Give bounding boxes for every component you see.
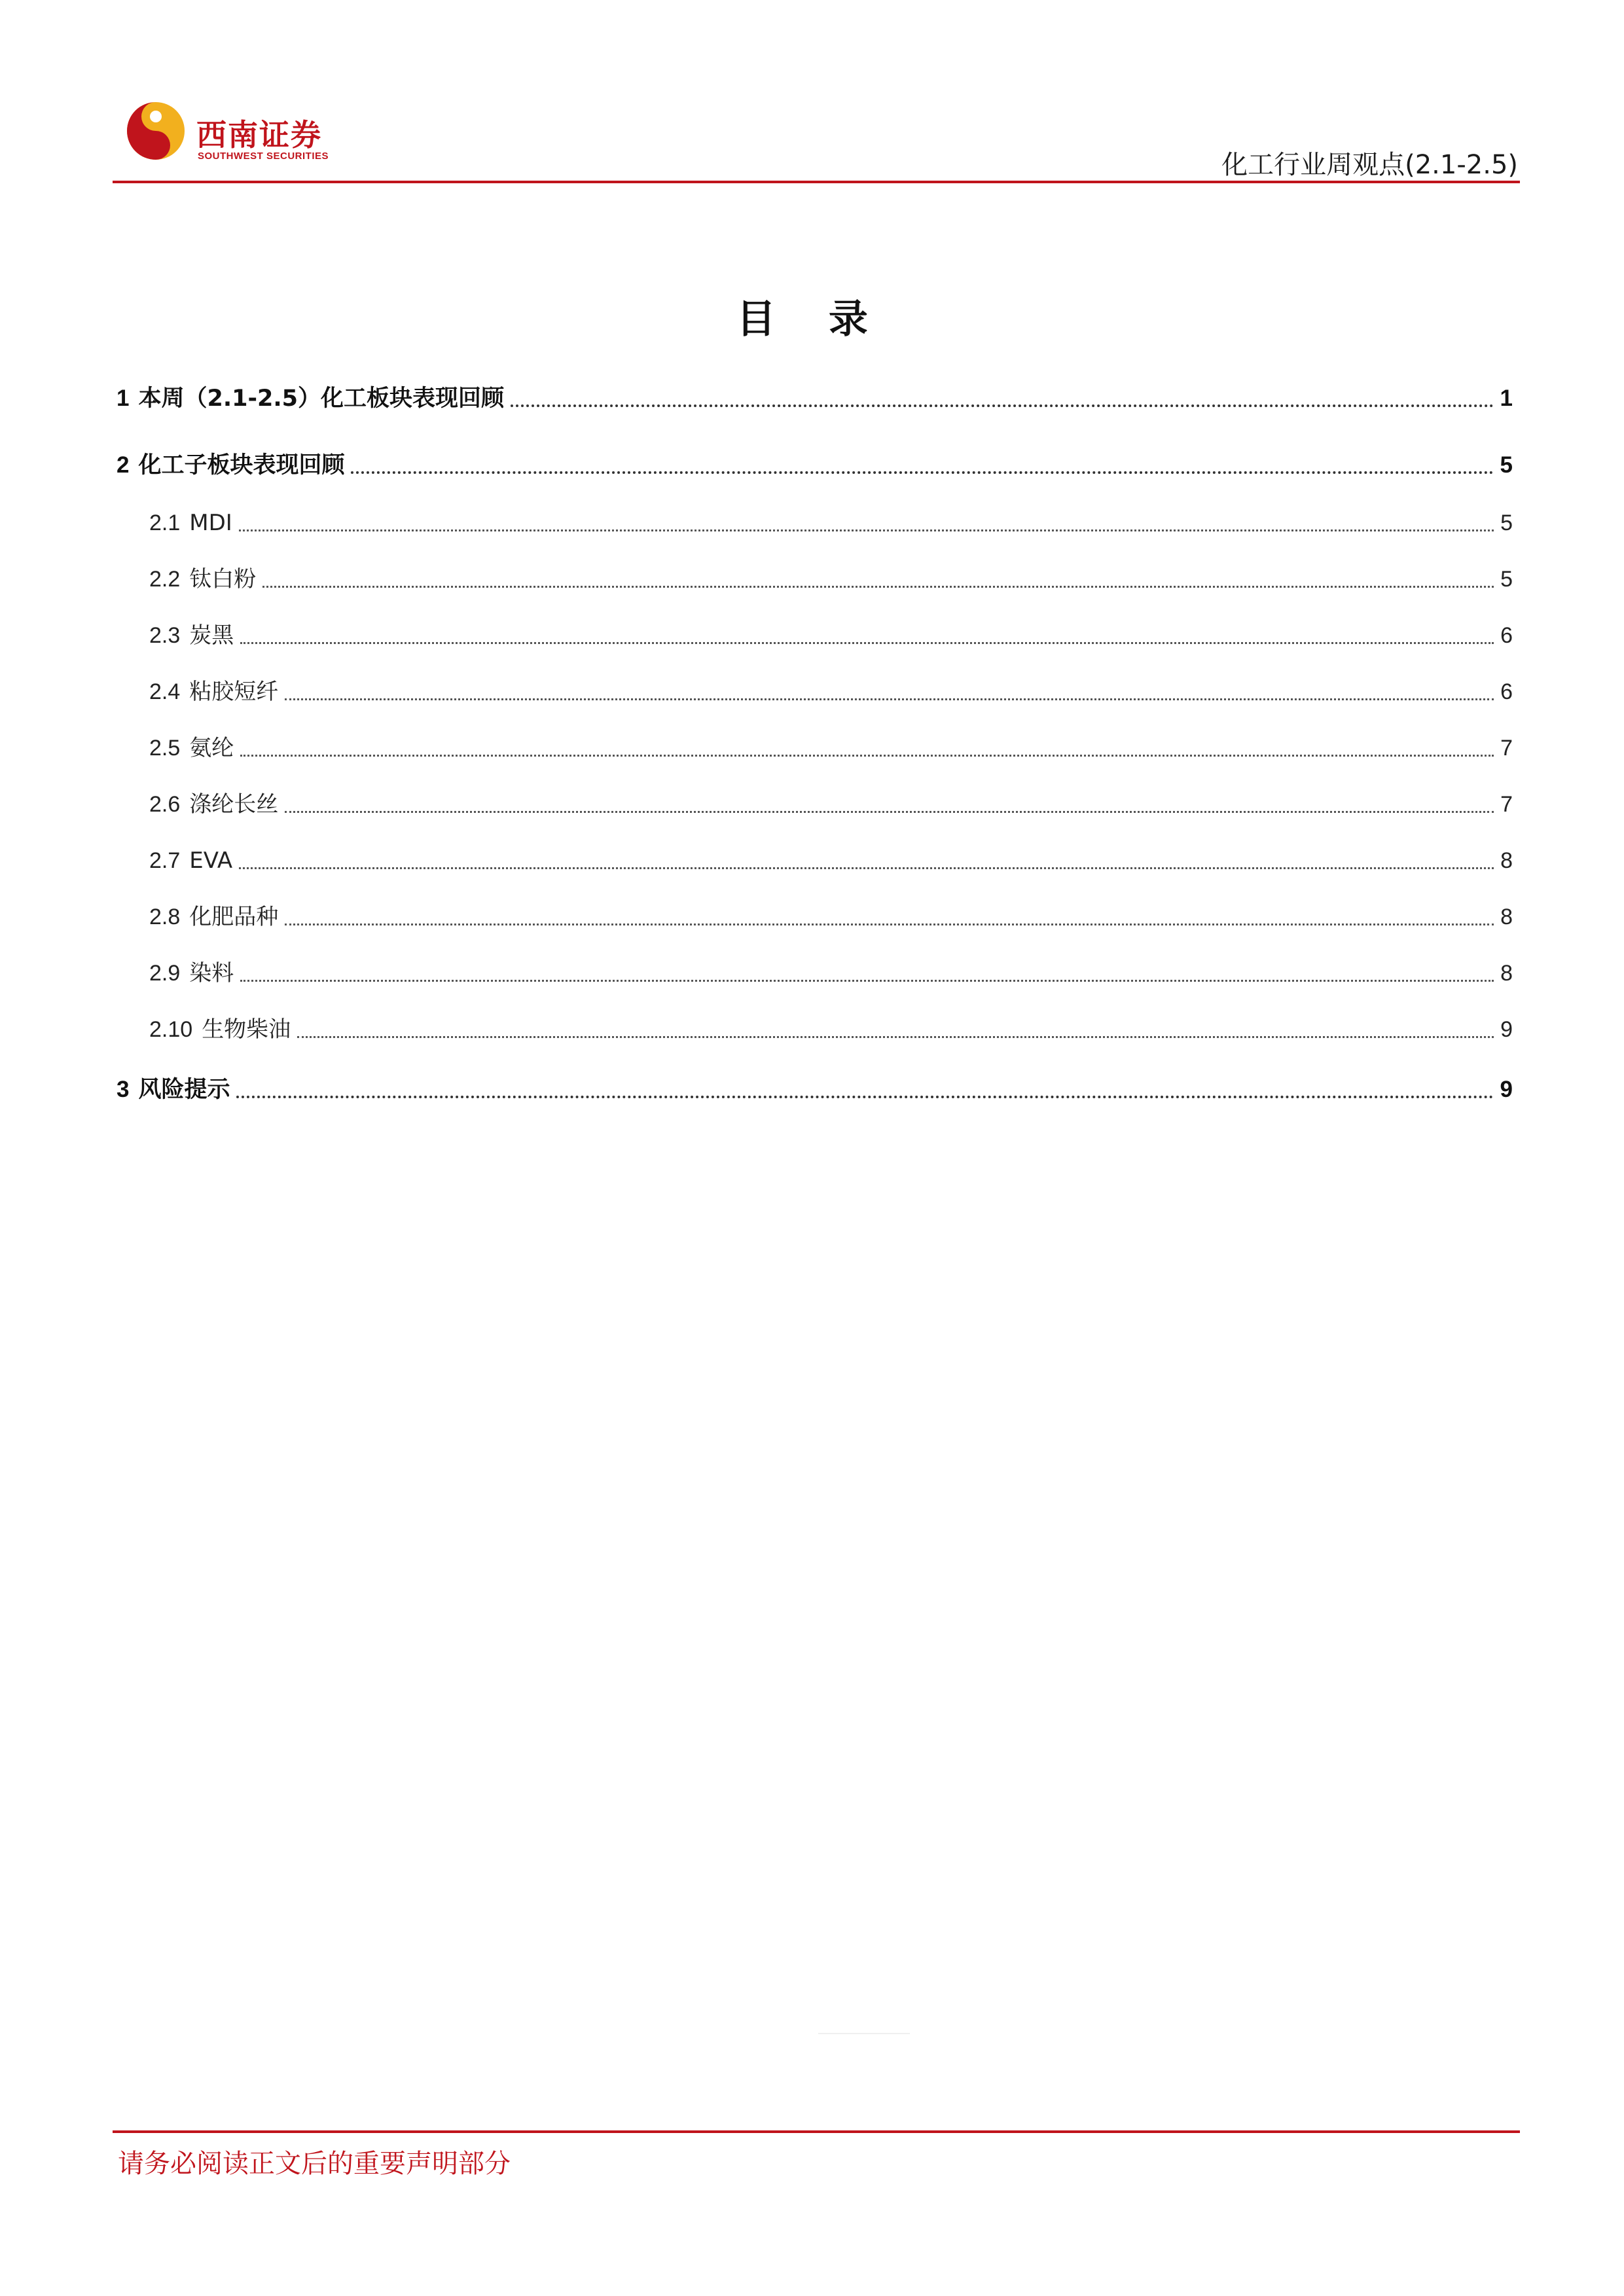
toc-entry-page: 7 [1500, 736, 1513, 761]
toc-entry-label: 生物柴油 [202, 1016, 291, 1043]
toc-entry[interactable] [117, 788, 1513, 821]
toc-entry-page: 5 [1500, 452, 1513, 478]
toc-entry[interactable] [117, 563, 1513, 596]
toc-entry-page: 6 [1500, 679, 1513, 704]
toc-entry-label: 本周（2.1-2.5）化工板块表现回顾 [138, 386, 505, 412]
toc-entry-page: 6 [1500, 623, 1513, 648]
toc-entry-page: 8 [1500, 961, 1513, 986]
toc-dot-leader [240, 755, 1494, 757]
toc-entry-label: 炭黑 [189, 622, 234, 649]
toc-entry-label: 涤纶长丝 [189, 791, 279, 817]
toc-dot-leader [285, 698, 1494, 700]
toc-entry-number: 2.6 [149, 792, 181, 817]
logo-chinese-name: 西南证券 [196, 117, 322, 152]
toc-entry[interactable] [117, 675, 1513, 708]
southwest-securities-logo-icon [123, 98, 189, 164]
toc-entry-label: 化工子板块表现回顾 [138, 452, 345, 478]
toc-entry-page: 9 [1500, 1077, 1513, 1102]
toc-entry-page: 5 [1500, 567, 1513, 592]
toc-entry-page: 8 [1500, 905, 1513, 929]
toc-entry-label: MDI [189, 510, 232, 536]
toc-entry-label: 化肥品种 [189, 904, 279, 930]
toc-dot-leader [240, 980, 1494, 982]
report-title: 化工行业周观点(2.1-2.5) [1221, 150, 1518, 180]
toc-entry-number: 2.8 [149, 905, 181, 929]
faint-page-mark [818, 2033, 910, 2034]
toc-entry[interactable] [117, 844, 1513, 877]
footer-divider [113, 2130, 1520, 2133]
toc-entry-page: 8 [1500, 848, 1513, 873]
toc-entry-label: EVA [189, 848, 233, 874]
toc-entry[interactable] [117, 901, 1513, 933]
toc-entry-number: 2.1 [149, 511, 181, 535]
toc-dot-leader [236, 1096, 1493, 1098]
toc-dot-leader [511, 404, 1494, 407]
toc-entry-page: 5 [1500, 511, 1513, 535]
toc-entry-number: 2.5 [149, 736, 181, 761]
toc-entry-label: 氨纶 [189, 735, 234, 761]
toc-entry-page: 1 [1500, 386, 1513, 411]
footer-disclaimer: 请务必阅读正文后的重要声明部分 [118, 2149, 511, 2179]
toc-entry-label: 钛白粉 [189, 566, 257, 592]
toc-dot-leader [239, 529, 1494, 531]
toc-entry[interactable] [117, 732, 1513, 764]
toc-dot-leader [297, 1036, 1494, 1038]
toc-entry[interactable] [117, 1013, 1513, 1046]
toc-entry-number: 2.3 [149, 623, 181, 648]
toc-entry-label: 风险提示 [138, 1077, 230, 1103]
toc-entry[interactable] [117, 449, 1513, 482]
logo-english-name: SOUTHWEST SECURITIES [198, 151, 329, 162]
toc-entry-number: 2 [117, 452, 130, 478]
toc-dot-leader [239, 867, 1494, 869]
toc-dot-leader [285, 924, 1494, 925]
toc-entry-label: 粘胶短纤 [189, 679, 279, 705]
toc-entry[interactable] [117, 619, 1513, 652]
toc-dot-leader [262, 586, 1494, 588]
toc-entry-number: 3 [117, 1077, 130, 1102]
toc-entry-page: 7 [1500, 792, 1513, 817]
toc-entry-page: 9 [1500, 1017, 1513, 1042]
toc-heading: 目 录 [736, 296, 888, 342]
toc-entry[interactable] [117, 1073, 1513, 1106]
toc-entry-number: 2.7 [149, 848, 181, 873]
company-logo [123, 98, 339, 170]
toc-dot-leader [351, 471, 1493, 474]
toc-entry-number: 1 [117, 386, 130, 411]
toc-entry[interactable] [117, 382, 1513, 415]
toc-entry[interactable] [117, 507, 1513, 539]
toc-entry-label: 染料 [189, 960, 234, 986]
header-divider [113, 181, 1520, 183]
toc-entry[interactable] [117, 957, 1513, 990]
toc-entry-number: 2.10 [149, 1017, 193, 1042]
toc-dot-leader [285, 811, 1494, 813]
toc-dot-leader [240, 642, 1494, 644]
toc-entry-number: 2.4 [149, 679, 181, 704]
toc-entry-number: 2.9 [149, 961, 181, 986]
toc-entry-number: 2.2 [149, 567, 181, 592]
